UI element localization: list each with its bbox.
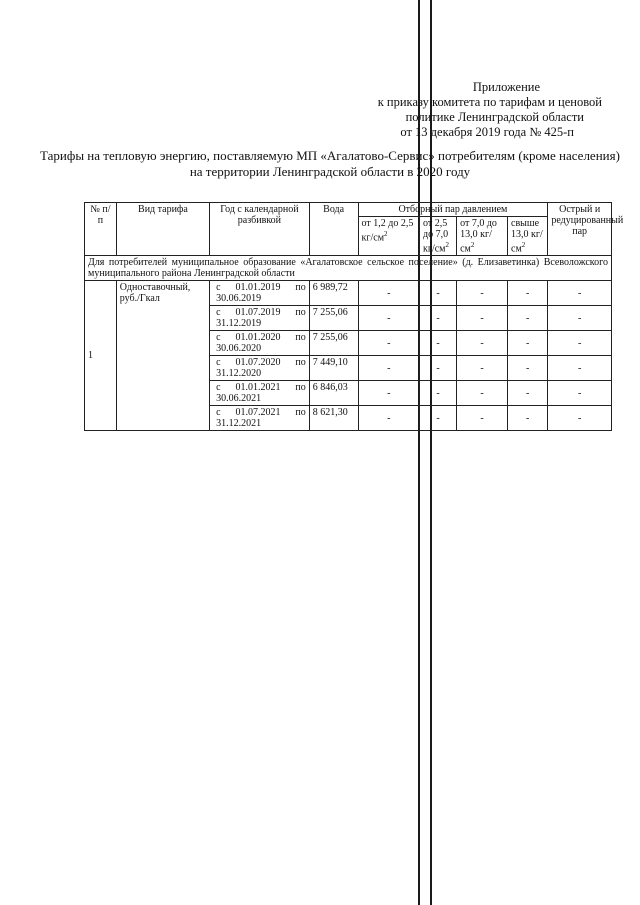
- appendix-order-line: к приказу комитета по тарифам и ценовой: [377, 95, 602, 109]
- sharp-steam-cell: -: [548, 306, 612, 331]
- steam-p3-cell: -: [457, 356, 508, 381]
- sharp-steam-cell: -: [548, 331, 612, 356]
- steam-p4-cell: -: [508, 356, 548, 381]
- steam-p3-cell: -: [457, 381, 508, 406]
- steam-p2-cell: -: [420, 306, 457, 331]
- appendix-committee-line: политике Ленинградской области: [405, 110, 584, 124]
- tariff-table: [84, 202, 624, 431]
- header-steam-p3: от 7,0 до 13,0 $кг/см^2$: [457, 217, 508, 256]
- water-cell: 6 846,03: [309, 381, 358, 406]
- steam-p2-cell: -: [420, 356, 457, 381]
- period-cell: с 01.07.2019 по 31.12.2019: [210, 306, 310, 331]
- steam-p2-cell: -: [420, 381, 457, 406]
- appendix-date-line: от 13 декабря 2019 года № 425-п: [400, 125, 574, 139]
- header-steam-p4: свыше 13,0 $кг/см^2$: [508, 217, 548, 256]
- row-number: 1: [85, 281, 117, 431]
- sharp-steam-cell: -: [548, 406, 612, 431]
- period-cell: с 01.01.2020 по 30.06.2020: [210, 331, 310, 356]
- sharp-steam-cell: -: [548, 381, 612, 406]
- header-tariff-type: Вид тарифа: [116, 203, 209, 256]
- steam-p3-cell: -: [457, 331, 508, 356]
- steam-p1-cell: -: [358, 381, 419, 406]
- steam-p1-cell: -: [358, 306, 419, 331]
- document-title-line-2: на территории Ленинградской области в 2020 году: [189, 164, 471, 179]
- steam-p3-cell: -: [457, 281, 508, 306]
- header-water: Вода: [309, 203, 358, 256]
- steam-p1-cell: -: [358, 356, 419, 381]
- sharp-steam-cell: -: [548, 281, 612, 306]
- water-cell: 7 255,06: [309, 331, 358, 356]
- steam-p1-cell: -: [358, 281, 419, 306]
- steam-p2-cell: -: [420, 281, 457, 306]
- period-cell: с 01.07.2021 по 31.12.2021: [210, 406, 310, 431]
- water-cell: 7 255,06: [309, 306, 358, 331]
- tariff-type-cell: Одноставочный, руб./Гкал: [116, 281, 209, 431]
- header-steam-pressure: Отборный пар давлением: [358, 203, 548, 217]
- header-steam-p2: от 2,5 до 7,0 $кг/см^2$: [420, 217, 457, 256]
- steam-p4-cell: -: [508, 281, 548, 306]
- header-period: Год с календарной разбивкой: [210, 203, 310, 256]
- consumer-group-row: [85, 256, 612, 281]
- water-cell: 8 621,30: [309, 406, 358, 431]
- appendix-header: [340, 80, 618, 140]
- consumer-group-label: Для потребителей муниципальное образование «Агалатовское сельское поселение» (д. Елизаветинка) Всеволожского муниципального района Ленинградской области: [85, 256, 612, 281]
- document-title: [30, 148, 630, 180]
- steam-p3-cell: -: [457, 406, 508, 431]
- steam-p4-cell: -: [508, 406, 548, 431]
- steam-p3-cell: -: [457, 306, 508, 331]
- table-row: [85, 281, 612, 306]
- steam-p2-cell: -: [420, 331, 457, 356]
- steam-p4-cell: -: [508, 381, 548, 406]
- steam-p4-cell: -: [508, 306, 548, 331]
- steam-p2-cell: -: [420, 406, 457, 431]
- period-cell: с 01.01.2021 по 30.06.2021: [210, 381, 310, 406]
- sharp-steam-cell: -: [548, 356, 612, 381]
- header-num: № п/п: [85, 203, 117, 256]
- period-cell: с 01.01.2019 по 30.06.2019: [210, 281, 310, 306]
- header-sharp-steam: Острый и редуцированный пар: [548, 203, 612, 256]
- header-steam-p1: от 1,2 до 2,5 $кг/см^2$: [358, 217, 419, 256]
- water-cell: 6 989,72: [309, 281, 358, 306]
- document-title-line-1: Тарифы на тепловую энергию, поставляемую МП «Агалатово-Сервис» потребителям (кроме населения): [40, 148, 620, 163]
- steam-p4-cell: -: [508, 331, 548, 356]
- period-cell: с 01.07.2020 по 31.12.2020: [210, 356, 310, 381]
- appendix-title: Приложение: [472, 80, 540, 94]
- water-cell: 7 449,10: [309, 356, 358, 381]
- table-header-row: [85, 203, 612, 217]
- steam-p1-cell: -: [358, 406, 419, 431]
- steam-p1-cell: -: [358, 331, 419, 356]
